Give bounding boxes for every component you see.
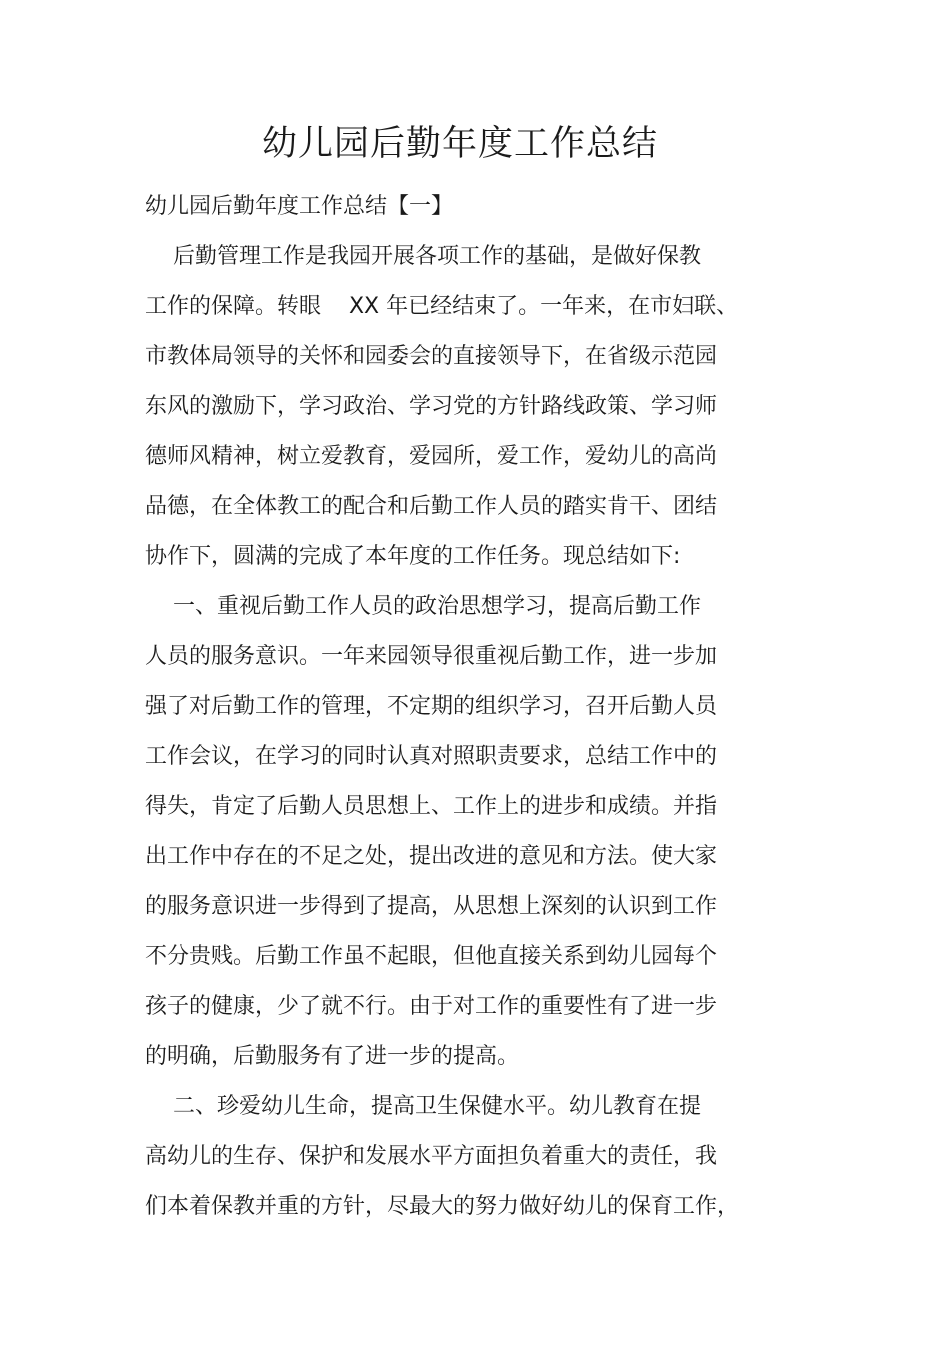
body-line: 后勤管理工作是我园开展各项工作的基础，是做好保教 <box>145 244 701 269</box>
body-line: 品德，在全体教工的配合和后勤工作人员的踏实肯干、团结 <box>145 494 718 519</box>
body-line: 德师风精神，树立爱教育，爱园所，爱工作，爱幼儿的高尚 <box>145 444 718 469</box>
body-line: 协作下，圆满的完成了本年度的工作任务。现总结如下: <box>145 544 681 569</box>
section-heading: 幼儿园后勤年度工作总结【一】 <box>145 194 454 219</box>
body-line: 出工作中存在的不足之处，提出改进的意见和方法。使大家 <box>145 844 718 869</box>
body-line: 不分贵贱。后勤工作虽不起眼，但他直接关系到幼儿园每个 <box>145 944 718 969</box>
body-line: 工作会议，在学习的同时认真对照职责要求，总结工作中的 <box>145 744 718 769</box>
body-line: 高幼儿的生存、保护和发展水平方面担负着重大的责任，我 <box>145 1144 718 1169</box>
body-line: 的服务意识进一步得到了提高，从思想上深刻的认识到工作 <box>145 894 718 919</box>
body-line: 东风的激励下，学习政治、学习党的方针路线政策、学习师 <box>145 394 718 419</box>
body-line: 人员的服务意识。一年来园领导很重视后勤工作，进一步加 <box>145 644 718 669</box>
body-line: 得失，肯定了后勤人员思想上、工作上的进步和成绩。并指 <box>145 794 718 819</box>
body-line: 二、珍爱幼儿生命，提高卫生保健水平。幼儿教育在提 <box>145 1094 701 1119</box>
body-line: 工作的保障。转眼 XX 年已经结束了。一年来，在市妇联、 <box>145 294 739 319</box>
document-title: 幼儿园后勤年度工作总结 <box>261 124 658 164</box>
body-line: 市教体局领导的关怀和园委会的直接领导下，在省级示范园 <box>145 344 718 369</box>
body-line: 孩子的健康，少了就不行。由于对工作的重要性有了进一步 <box>145 994 718 1019</box>
body-line: 的明确，后勤服务有了进一步的提高。 <box>145 1044 520 1069</box>
body-line: 强了对后勤工作的管理，不定期的组织学习，召开后勤人员 <box>145 694 718 719</box>
body-line: 一、重视后勤工作人员的政治思想学习，提高后勤工作 <box>145 594 701 619</box>
body-line: 们本着保教并重的方针，尽最大的努力做好幼儿的保育工作， <box>145 1194 740 1219</box>
